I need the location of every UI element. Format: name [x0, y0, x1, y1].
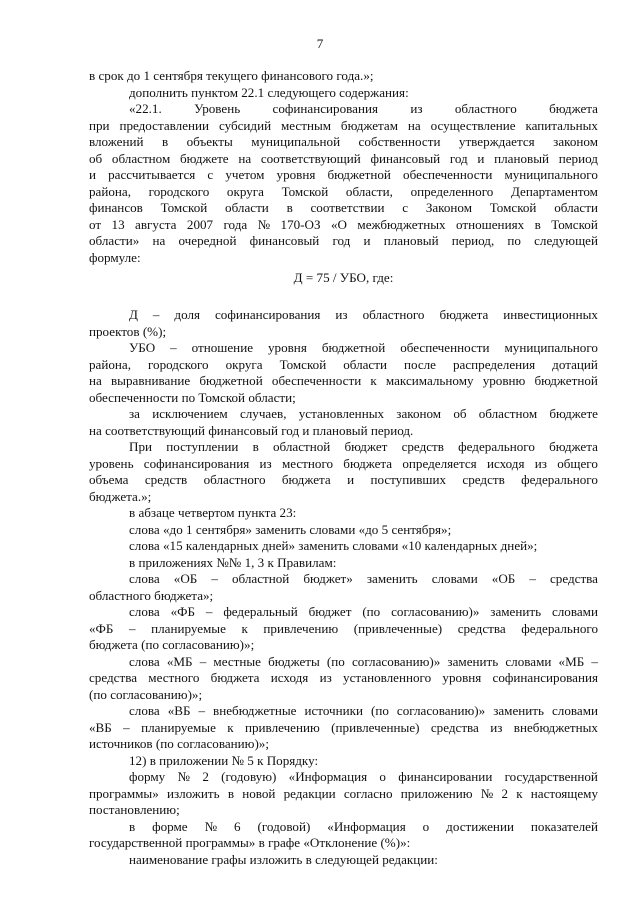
word: государственной	[504, 769, 598, 784]
word: утверждается	[458, 134, 535, 149]
word: округа	[225, 356, 263, 372]
word: средства	[549, 571, 598, 586]
word: средств	[401, 439, 444, 454]
word: Департаментом	[510, 183, 598, 199]
text-line	[89, 134, 598, 150]
word: слова	[129, 604, 160, 619]
word: №	[257, 216, 271, 232]
word: «ВБ	[167, 703, 191, 718]
word: «ФБ	[170, 604, 196, 619]
word: области	[554, 200, 598, 215]
word: соответствии	[310, 200, 385, 215]
word: на	[238, 150, 252, 166]
word: –	[529, 571, 536, 586]
text-line	[89, 101, 598, 117]
word: –	[170, 340, 177, 355]
word: рассчитывается	[108, 167, 196, 182]
word: и	[89, 167, 97, 182]
text-line	[89, 357, 598, 373]
word: с	[402, 200, 409, 215]
word: района,	[89, 183, 132, 199]
word: год	[449, 150, 468, 166]
word: 13	[111, 216, 125, 232]
word: софинансирования	[214, 307, 321, 322]
text-line	[89, 233, 598, 249]
word: местного	[148, 670, 200, 685]
word: планируемые	[151, 620, 226, 636]
word: субсидий	[218, 117, 272, 133]
word: дотаций	[552, 356, 598, 372]
word: из	[534, 455, 547, 471]
text-line	[89, 571, 598, 587]
word: за	[129, 406, 140, 421]
word: согласованию)»	[351, 653, 441, 669]
word: доля	[174, 307, 201, 322]
word: Уровень	[194, 101, 241, 116]
text-line	[89, 819, 598, 835]
word: муниципальной	[251, 134, 341, 149]
word: бюджете	[179, 150, 229, 166]
word: 2	[202, 769, 209, 784]
word: «ОБ	[173, 571, 198, 586]
word: бюджета	[281, 472, 331, 487]
word: из	[335, 307, 348, 322]
word: учетом	[225, 167, 265, 182]
text-line: обеспеченности по Томской области;	[89, 389, 296, 405]
word: законом	[553, 134, 598, 149]
word: местного	[281, 455, 334, 471]
word: области»	[89, 233, 140, 248]
word: к	[241, 620, 248, 636]
text-line: (по согласованию)»;	[89, 686, 203, 702]
word: Томской	[279, 356, 327, 372]
word: «ОБ	[491, 571, 516, 586]
text-line: слова «15 календарных дней» заменить словами «10 календарных дней»;	[129, 538, 538, 553]
word: средства	[457, 620, 506, 636]
word: финансировании	[398, 769, 493, 784]
word: софинансирования	[492, 670, 598, 685]
word: бюджета	[549, 439, 598, 454]
word: бюджеты	[268, 653, 320, 669]
word: УБО	[129, 340, 156, 355]
word: –	[591, 653, 598, 669]
word: при	[89, 117, 110, 133]
word: из	[319, 670, 332, 685]
word: областного	[203, 472, 266, 487]
word: (привлеченные)	[331, 719, 420, 735]
word: (по	[326, 653, 345, 669]
word: Томской	[281, 183, 329, 199]
word: бюджет	[308, 604, 352, 619]
word: согласованию)»	[396, 703, 486, 718]
word: осуществление	[430, 117, 516, 133]
word: программы»	[89, 785, 159, 801]
word: бюджета	[343, 455, 393, 471]
word: из	[410, 101, 423, 116]
word: областном	[478, 406, 538, 421]
text-line	[89, 670, 598, 686]
word: средств	[462, 472, 505, 487]
word: об	[89, 150, 103, 166]
text-line: бюджета (по согласованию)»;	[89, 637, 255, 652]
word: №	[177, 769, 191, 784]
word: августа	[135, 216, 177, 232]
text-line	[89, 769, 598, 785]
text-line	[89, 456, 598, 472]
word: уровня	[276, 167, 316, 182]
word: областной	[272, 439, 331, 454]
word: федерального	[521, 472, 598, 487]
word: форме	[152, 818, 188, 834]
text-line: слова «до 1 сентября» заменить словами «до 5 сентября»;	[129, 521, 452, 537]
word: соответствующий	[260, 150, 361, 166]
word: установленных	[298, 406, 385, 421]
text-line	[89, 472, 598, 488]
word: в	[252, 439, 259, 454]
word: бюджетной	[321, 340, 386, 355]
word: инвестиционных	[503, 307, 598, 322]
text-line: в приложениях №№ 1, 3 к Правилам:	[129, 554, 337, 570]
word: на	[407, 117, 421, 133]
word: №	[480, 785, 494, 801]
word: муниципального	[504, 340, 598, 355]
word: установленного	[343, 670, 432, 685]
word: областной	[231, 571, 290, 586]
word: планируемые	[141, 719, 216, 735]
word: согласованию)»	[391, 604, 480, 619]
word: (годовую)	[221, 769, 277, 784]
word: внебюджетные	[213, 703, 297, 718]
word: на	[89, 373, 102, 388]
word: показателей	[530, 818, 598, 834]
word: очередной	[178, 233, 237, 248]
word: в	[161, 134, 169, 149]
word: изложить	[166, 785, 220, 801]
text-line	[89, 151, 598, 167]
word: достижении	[446, 818, 514, 834]
word: словами	[551, 604, 598, 619]
word: области,	[345, 183, 393, 199]
word: софинансирования	[143, 455, 250, 471]
word: собственности	[358, 134, 441, 149]
word: уровня	[267, 340, 307, 355]
word: «ВБ	[89, 719, 112, 735]
text-line	[89, 654, 598, 670]
word: средства	[430, 719, 479, 735]
word: –	[152, 307, 160, 322]
word: словами	[431, 571, 478, 586]
word: исключением	[152, 406, 228, 421]
page-number: 7	[316, 36, 324, 51]
word: согласно	[343, 785, 393, 801]
word: заменить	[490, 604, 542, 619]
word: средств	[144, 472, 188, 487]
word: после	[403, 356, 436, 372]
word: приложению	[400, 785, 473, 801]
word: выравнивание	[110, 373, 191, 388]
word: областного	[454, 101, 517, 116]
word: отношениях	[456, 216, 525, 232]
word: к	[516, 785, 523, 801]
text-line: в абзаце четвертом пункта 23:	[129, 505, 297, 520]
word: областном	[111, 150, 171, 166]
text-line	[89, 621, 598, 637]
word: поступивших	[370, 472, 447, 487]
text-line	[89, 786, 598, 802]
word: бюджетной	[199, 373, 263, 388]
text-line: на соответствующий финансовый год и плановый период.	[89, 422, 414, 438]
word: с	[207, 167, 214, 182]
word: финансовый	[370, 150, 441, 166]
word: плановый	[383, 233, 439, 248]
word: и	[477, 150, 485, 166]
word: местным	[280, 117, 332, 133]
word: –	[211, 571, 218, 586]
word: обеспеченности	[271, 373, 362, 388]
word: 170-ОЗ	[280, 216, 321, 232]
word: –	[123, 719, 130, 735]
word: финансов	[89, 200, 143, 215]
word: бюджете	[549, 406, 598, 421]
word: –	[199, 653, 207, 669]
text-line	[89, 200, 598, 216]
word: муниципального	[504, 167, 598, 182]
word: законом	[396, 406, 442, 421]
text-line	[89, 406, 598, 422]
word: бюджет	[344, 439, 388, 454]
word: по	[507, 233, 521, 248]
word: (привлеченные)	[353, 620, 443, 636]
word: Д	[129, 307, 138, 322]
word: бюджетам	[340, 117, 399, 133]
word: федеральный	[223, 604, 298, 619]
text-line	[89, 217, 598, 233]
word: исходя	[270, 670, 309, 685]
word: форму	[129, 769, 166, 784]
word: –	[198, 703, 206, 718]
word: «Информация	[327, 818, 406, 834]
word: внебюджетных	[513, 719, 598, 735]
word: «О	[330, 216, 347, 232]
word: 6	[234, 818, 241, 834]
word: 2	[501, 785, 509, 801]
text-line: постановлению;	[89, 802, 180, 817]
word: о	[422, 818, 430, 834]
text-line: 12) в приложении № 5 к Порядку:	[129, 752, 319, 768]
word: года	[223, 216, 248, 232]
word: бюджетной	[327, 167, 391, 182]
word: (по	[371, 703, 389, 718]
word: привлечению	[245, 719, 320, 735]
text-line: в срок до 1 сентября текущего финансового года.»;	[89, 68, 374, 83]
word: округа	[226, 183, 264, 199]
word: бюджет»	[303, 571, 353, 586]
word: городского	[148, 183, 210, 199]
text-line	[89, 118, 598, 134]
word: местные	[213, 653, 261, 669]
word: межбюджетных	[357, 216, 446, 232]
word: 2007	[186, 216, 214, 232]
word: отношение	[191, 340, 254, 355]
word: Томской	[489, 200, 537, 215]
word: «Информация	[288, 769, 368, 784]
word: района,	[89, 356, 132, 372]
word: словами	[551, 703, 598, 718]
word: поступлении	[166, 439, 239, 454]
text-line	[89, 703, 598, 719]
text-line: дополнить пунктом 22.1 следующего содержания:	[129, 84, 409, 100]
word: об	[453, 406, 467, 421]
word: о	[379, 769, 386, 784]
word: федерального	[521, 620, 598, 636]
word: уровню	[482, 373, 526, 388]
word: уровень	[89, 455, 134, 471]
word: №	[204, 818, 218, 834]
word: слова	[129, 703, 160, 718]
text-line: проектов (%);	[89, 323, 167, 339]
text-line	[89, 184, 598, 200]
word: вложений	[89, 134, 144, 149]
word: «ФБ	[89, 620, 114, 636]
word: бюджетной	[534, 373, 598, 388]
text-line: наименование графы изложить в следующей редакции:	[129, 851, 438, 867]
word: общего	[557, 455, 598, 471]
word: на	[152, 233, 166, 248]
word: распределения	[452, 356, 536, 372]
word: средства	[89, 670, 138, 685]
word: в	[286, 200, 293, 215]
word: период	[558, 150, 598, 166]
word: –	[205, 604, 213, 619]
word: капитальных	[525, 117, 598, 133]
word: заменить	[447, 653, 499, 669]
word: федерального	[458, 439, 535, 454]
word: Законом	[425, 200, 473, 215]
word: –	[128, 620, 136, 636]
text-line	[89, 307, 598, 323]
word: плановый	[494, 150, 550, 166]
word: обеспеченности	[400, 340, 490, 355]
word: объема	[89, 472, 129, 487]
word: обеспеченности	[403, 167, 493, 182]
word: случаев,	[239, 406, 287, 421]
word: бюджета	[549, 101, 598, 116]
word: год	[332, 233, 351, 248]
text-line: бюджета.»;	[89, 488, 152, 504]
word: к	[227, 719, 234, 735]
text-line: государственной программы» в графе «Отклонение (%)»:	[89, 835, 411, 850]
word: словами	[505, 653, 552, 669]
word: заменить	[493, 703, 544, 718]
word: и	[363, 233, 371, 248]
word: бюджета	[439, 307, 489, 322]
text-line	[89, 340, 598, 356]
text-line	[89, 167, 598, 183]
word: софинансирования	[272, 101, 378, 116]
word: в	[129, 818, 136, 834]
word: источники	[304, 703, 364, 718]
text-line	[89, 720, 598, 736]
word: уровня	[442, 670, 482, 685]
word: слова	[129, 571, 160, 586]
text-line: Д = 75 / УБО, где:	[293, 270, 394, 285]
word: определяется	[402, 455, 477, 471]
text-line	[89, 439, 598, 455]
word: от	[89, 216, 102, 232]
word: предоставлении	[119, 117, 210, 133]
word: настоящему	[530, 785, 598, 801]
word: определенного	[410, 183, 494, 199]
word: бюджета	[210, 670, 260, 685]
word: период,	[451, 233, 495, 248]
word: «МБ	[558, 653, 585, 669]
word: объекты	[186, 134, 233, 149]
word: новой	[242, 785, 276, 801]
word: из	[259, 455, 272, 471]
word: (по	[362, 604, 381, 619]
word: в	[227, 785, 234, 801]
word: максимальному	[385, 373, 474, 388]
word: заменить	[366, 571, 418, 586]
word: Томской	[160, 200, 208, 215]
word: в	[534, 216, 541, 232]
word: Томской	[551, 216, 598, 232]
word: (годовой)	[257, 818, 311, 834]
word: области	[225, 200, 269, 215]
word: области	[343, 356, 387, 372]
word: областного	[362, 307, 425, 322]
text-line	[89, 604, 598, 620]
text-line	[89, 373, 598, 389]
word: редакции	[283, 785, 336, 801]
word: к	[370, 373, 377, 388]
word: финансовый	[249, 233, 320, 248]
word: из	[490, 719, 503, 735]
word: следующей	[534, 233, 598, 248]
word: и	[347, 472, 355, 487]
word: привлечению	[263, 620, 339, 636]
word: При	[129, 439, 153, 454]
text-line: областного бюджета»;	[89, 587, 214, 603]
word: исходя	[486, 455, 525, 471]
word: «МБ	[166, 653, 193, 669]
text-line: формуле:	[89, 249, 141, 265]
word: городского	[147, 356, 209, 372]
word: слова	[129, 653, 160, 669]
text-line: источников (по согласованию)»;	[89, 736, 269, 751]
word: «22.1.	[129, 101, 162, 116]
